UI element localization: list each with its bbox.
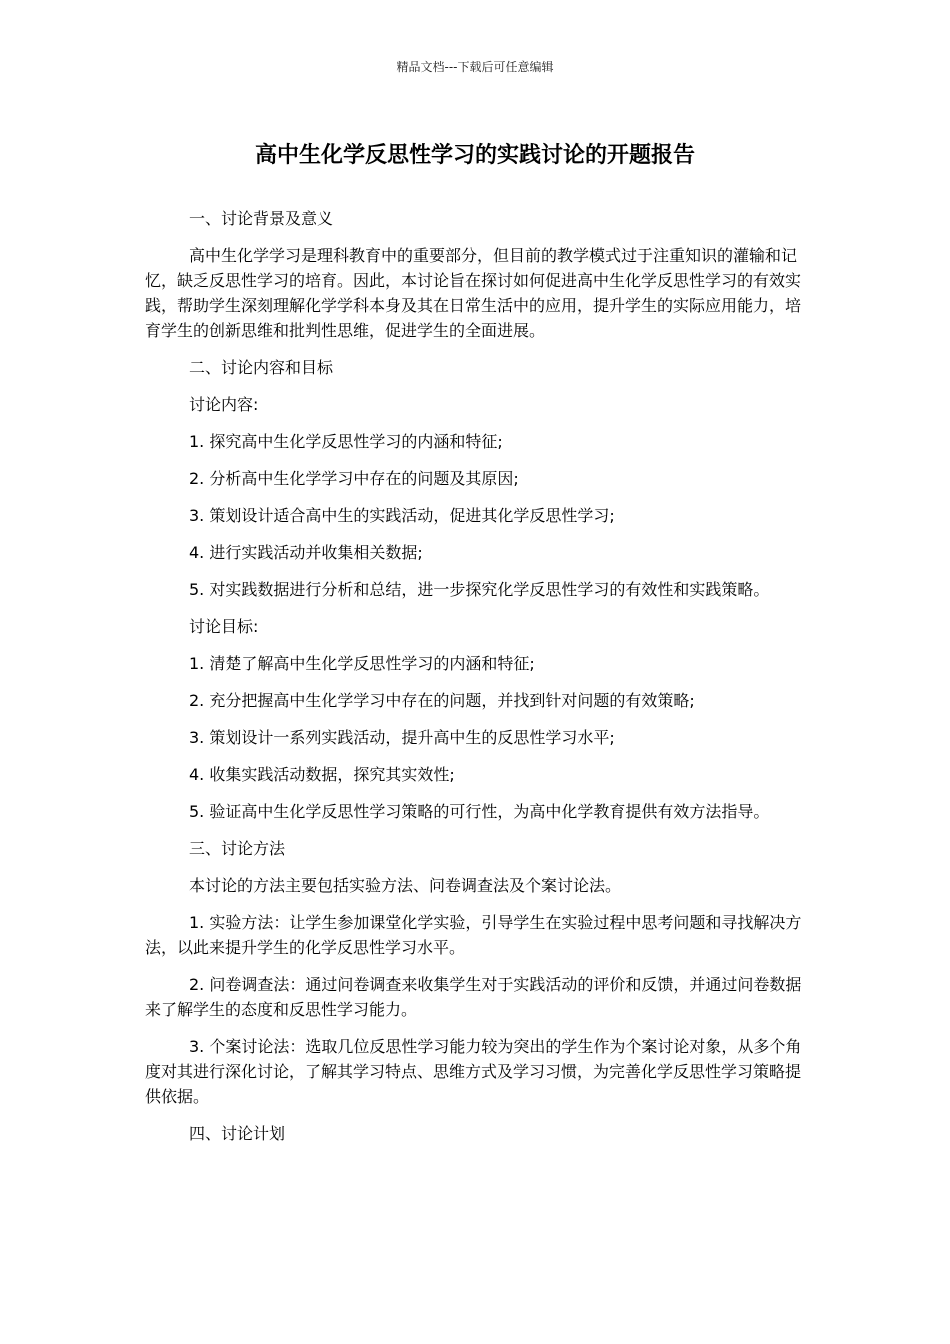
page-header-note: 精品文档---下载后可任意编辑 <box>396 60 554 74</box>
method-item-1: 1. 实验方法：让学生参加课堂化学实验，引导学生在实验过程中思考问题和寻找解决方法，以此来提升学生的化学反思性学习水平。 <box>145 913 802 957</box>
method-item-2: 2. 问卷调查法：通过问卷调查来收集学生对于实践活动的评价和反馈，并通过问卷数据来了解学生的态度和反思性学习能力。 <box>145 975 802 1019</box>
content-item-1: 1. 探究高中生化学反思性学习的内涵和特征; <box>189 432 503 451</box>
document-body <box>145 206 805 1158</box>
paragraph-methods-intro: 本讨论的方法主要包括实验方法、问卷调查法及个案讨论法。 <box>189 876 622 895</box>
section-heading-plan: 四、讨论计划 <box>189 1124 286 1143</box>
content-item-2: 2. 分析高中生化学学习中存在的问题及其原因; <box>189 469 519 488</box>
method-item-3: 3. 个案讨论法：选取几位反思性学习能力较为突出的学生作为个案讨论对象，从多个角度对其进行深化讨论，了解其学习特点、思维方式及学习习惯，为完善化学反思性学习策略提供依据。 <box>145 1037 802 1106</box>
subheading-content: 讨论内容: <box>189 395 259 414</box>
goal-item-2: 2. 充分把握高中生化学学习中存在的问题，并找到针对问题的有效策略; <box>189 691 695 710</box>
content-item-4: 4. 进行实践活动并收集相关数据; <box>189 543 423 562</box>
goal-item-4: 4. 收集实践活动数据，探究其实效性; <box>189 765 455 784</box>
content-item-3: 3. 策划设计适合高中生的实践活动，促进其化学反思性学习; <box>189 506 615 525</box>
content-item-5: 5. 对实践数据进行分析和总结，进一步探究化学反思性学习的有效性和实践策略。 <box>189 580 770 599</box>
document-title: 高中生化学反思性学习的实践讨论的开题报告 <box>254 143 695 168</box>
paragraph-background: 高中生化学学习是理科教育中的重要部分，但目前的教学模式过于注重知识的灌输和记忆，缺乏反思性学习的培育。因此，本讨论旨在探讨如何促进高中生化学反思性学习的有效实践，帮助学生深刻理解化学学科本身及其在日常生活中的应用，提升学生的实际应用能力，培育学生的创新思维和批判性思维，促进学生的全面进展。 <box>145 246 802 340</box>
goal-item-1: 1. 清楚了解高中生化学反思性学习的内涵和特征; <box>189 654 535 673</box>
goal-item-5: 5. 验证高中生化学反思性学习策略的可行性，为高中化学教育提供有效方法指导。 <box>189 802 770 821</box>
subheading-goals: 讨论目标: <box>189 617 259 636</box>
section-heading-content-goals: 二、讨论内容和目标 <box>189 358 334 377</box>
section-heading-methods: 三、讨论方法 <box>189 839 286 858</box>
goal-item-3: 3. 策划设计一系列实践活动，提升高中生的反思性学习水平; <box>189 728 615 747</box>
section-heading-background: 一、讨论背景及意义 <box>189 209 334 228</box>
